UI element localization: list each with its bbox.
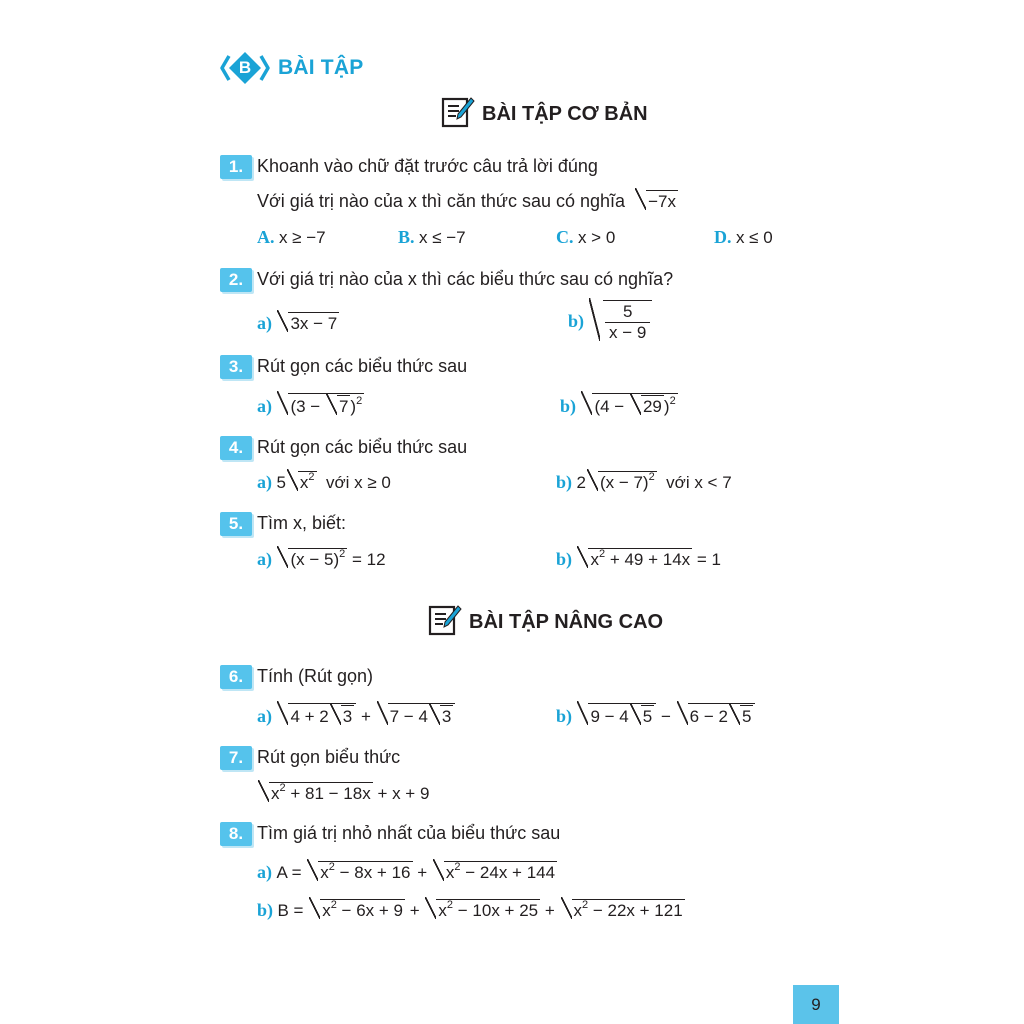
question-5-a-label: a) [257, 549, 272, 569]
question-5-b-label: b) [556, 549, 573, 569]
question-7-text: Rút gọn biểu thức [257, 747, 401, 767]
question-2-b-label: b) [568, 311, 585, 331]
question-6-a-label: a) [257, 706, 272, 726]
question-6-b [556, 703, 755, 727]
question-8-a [257, 861, 557, 883]
option-c[interactable] [556, 227, 615, 248]
option-d-letter: D. [714, 227, 732, 247]
question-8-b [257, 899, 685, 921]
option-d-value: x ≤ 0 [735, 228, 773, 247]
option-b-letter: B. [398, 227, 415, 247]
question-6-a-expr: 4 + 2 3 + 7 − 4 3 [276, 707, 455, 726]
question-2-b [568, 300, 652, 343]
advanced-title: BÀI TẬP NÂNG CAO [469, 610, 664, 633]
section-badge [220, 50, 270, 86]
question-8-a-label: a) [257, 862, 272, 882]
question-5-a [257, 548, 386, 570]
option-b[interactable] [398, 227, 466, 248]
question-3-b [560, 393, 678, 417]
question-7-badge: 7. [220, 746, 252, 770]
question-5-text: Tìm x, biết: [257, 513, 347, 533]
question-4-text: Rút gọn các biểu thức sau [257, 437, 468, 457]
question-3-a-label: a) [257, 396, 272, 416]
option-a[interactable] [257, 227, 326, 248]
option-d[interactable] [714, 227, 773, 248]
question-8-b-label: b) [257, 900, 274, 920]
question-7-expr: $x^2 + 81 - 18x + x + 9$ [257, 782, 429, 804]
question-4-b-label: b) [556, 472, 573, 492]
section-header [220, 50, 363, 86]
question-4-badge: 4. [220, 436, 252, 460]
option-c-value: x > 0 [577, 228, 616, 247]
question-6-a [257, 703, 455, 727]
question-2-a-expr: 3x − 7 [276, 314, 339, 333]
section-title: BÀI TẬP [278, 56, 364, 79]
question-5-b-expr: $x^2 + 49 + 14x = 1$ [576, 550, 721, 569]
option-a-value: x ≥ −7 [278, 228, 326, 247]
question-6-text: Tính (Rút gọn) [257, 666, 374, 686]
question-5-badge: 5. [220, 512, 252, 536]
question-6-b-expr: 9 − 4 5 − 6 − 2 5 [576, 707, 755, 726]
question-5-b [556, 548, 721, 570]
question-1-subtext [257, 190, 678, 212]
question-1-badge: 1. [220, 155, 252, 179]
question-3-a [257, 393, 364, 417]
question-3-b-label: b) [560, 396, 577, 416]
section-letter: B [238, 58, 252, 77]
advanced-title-row [428, 603, 663, 637]
question-3-b-expr: (4 − 29 )$^2$ [580, 397, 677, 416]
question-4-a-expr: 5 $x^2$ với x ≥ 0 [276, 471, 391, 492]
question-5-a-expr: $(x - 5)^2 = 12$ [276, 550, 385, 569]
page-number: 9 [793, 985, 839, 1024]
question-2-b-expr: $\frac{5}{x - 9}$ [588, 300, 652, 343]
question-6-badge: 6. [220, 665, 252, 689]
basic-title-row [441, 95, 648, 129]
question-2-a-label: a) [257, 313, 272, 333]
question-2-text: Với giá trị nào của x thì các biểu thức sau có nghĩa? [257, 269, 674, 289]
question-4-a-label: a) [257, 472, 272, 492]
question-4-b [556, 471, 732, 493]
question-8-b-expr: $B = x^2 - 6x + 9 + x^2 - 10x + 25 + x^2 - 22x + 121$ [277, 899, 683, 920]
question-3-a-expr: (3 − 7 )$^2$ [276, 397, 364, 416]
question-8-text: Tìm giá trị nhỏ nhất của biểu thức sau [257, 823, 561, 843]
question-2-badge: 2. [220, 268, 252, 292]
question-3-badge: 3. [220, 355, 252, 379]
question-2-a [257, 312, 339, 334]
question-6-b-label: b) [556, 706, 573, 726]
question-8-a-expr: $A = x^2 - 8x + 16 + x^2 - 24x + 144$ [276, 861, 556, 882]
edit-note-icon [428, 603, 462, 637]
option-b-value: x ≤ −7 [418, 228, 466, 247]
question-4-b-expr: 2 $(x - 7)^2$ với x < 7 [576, 471, 732, 492]
question-1-expr: −7x [634, 192, 678, 211]
question-1-sub: Với giá trị nào của x thì căn thức sau có nghĩa [257, 191, 626, 211]
question-8-badge: 8. [220, 822, 252, 846]
question-4-a [257, 471, 391, 493]
option-a-letter: A. [257, 227, 275, 247]
edit-note-icon [441, 95, 475, 129]
basic-title: BÀI TẬP CƠ BẢN [482, 102, 648, 125]
question-1-text: Khoanh vào chữ đặt trước câu trả lời đúng [257, 156, 598, 176]
question-3-text: Rút gọn các biểu thức sau [257, 356, 468, 376]
option-c-letter: C. [556, 227, 574, 247]
